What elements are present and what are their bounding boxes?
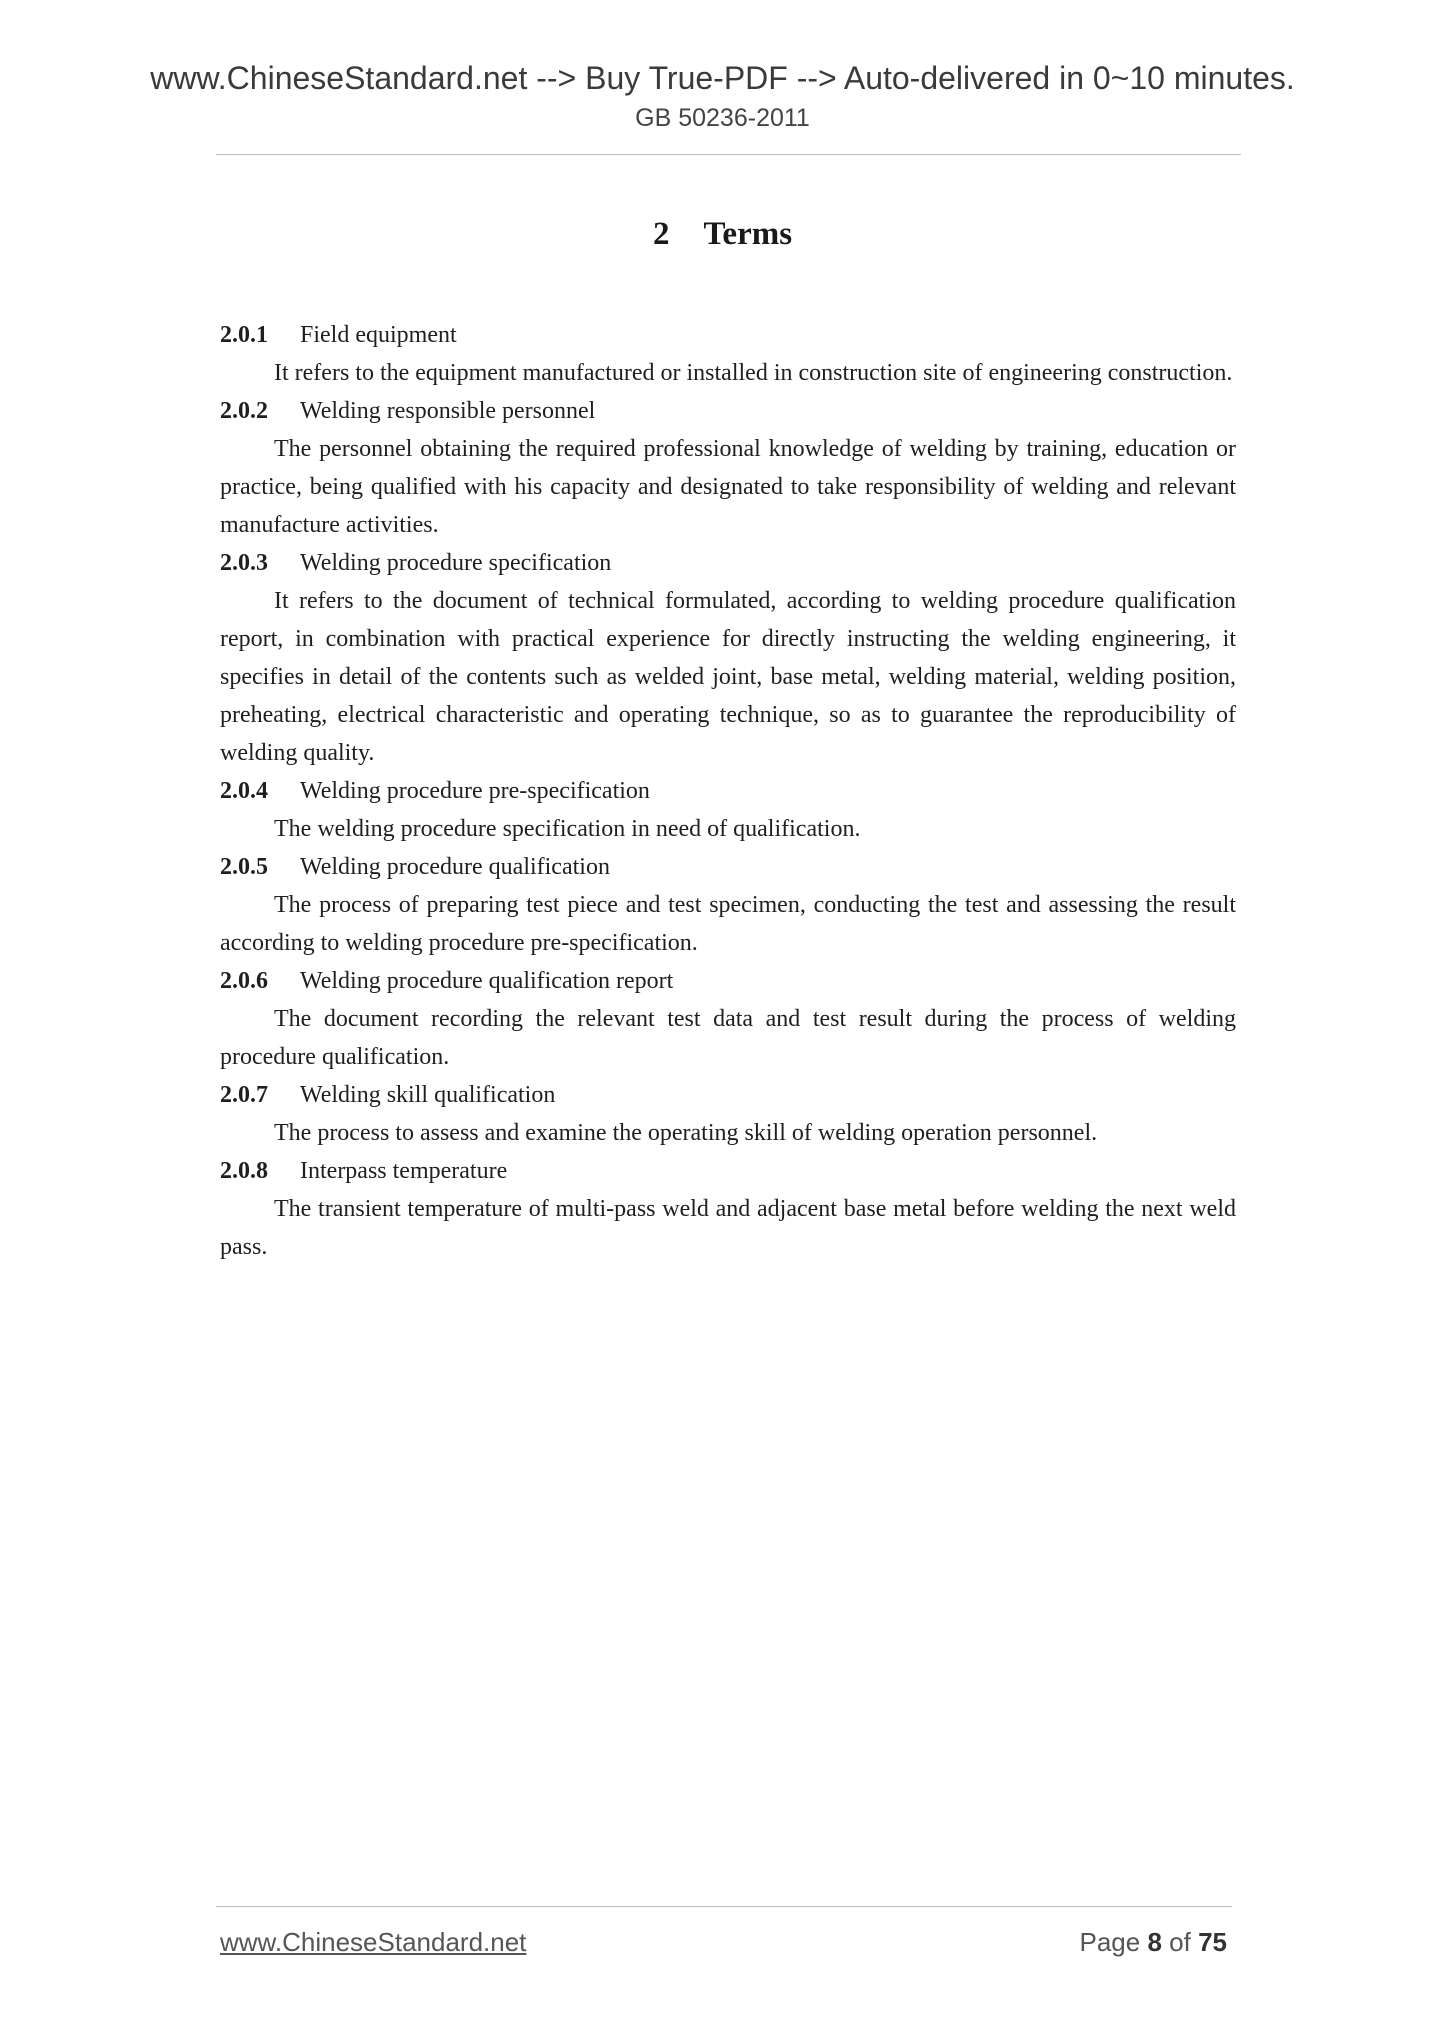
term-heading <box>220 1152 1236 1190</box>
header-banner[interactable]: www.ChineseStandard.net --> Buy True-PDF --> Auto-delivered in 0~10 minutes. <box>150 60 1295 96</box>
section-number: 2 <box>652 216 670 252</box>
term-definition: The process to assess and examine the operating skill of welding operation personnel. <box>274 1120 1098 1146</box>
term-definition: The transient temperature of multi-pass weld and adjacent base metal before welding the next weld pass. <box>220 1196 1236 1260</box>
term-name: Welding responsible personnel <box>300 398 596 424</box>
term-number: 2.0.4 <box>220 778 268 804</box>
term-entry <box>220 1076 1236 1152</box>
terms-list <box>220 316 1236 1266</box>
term-name: Welding procedure qualification report <box>300 968 674 994</box>
header-divider <box>216 154 1241 155</box>
term-number: 2.0.6 <box>220 968 268 994</box>
term-entry <box>220 962 1236 1076</box>
term-heading <box>220 316 1236 354</box>
term-name: Welding procedure specification <box>300 550 612 576</box>
term-definition: The document recording the relevant test data and test result during the process of welding procedure qualification. <box>220 1006 1236 1070</box>
page-indicator <box>1079 1926 1227 1958</box>
term-number: 2.0.3 <box>220 550 268 576</box>
footer-divider <box>216 1906 1232 1907</box>
page-prefix: Page <box>1079 1927 1141 1957</box>
page-total: 75 <box>1198 1927 1227 1957</box>
term-name: Field equipment <box>300 322 457 348</box>
term-heading <box>220 544 1236 582</box>
term-name: Interpass temperature <box>300 1158 508 1184</box>
term-heading <box>220 1076 1236 1114</box>
term-name: Welding skill qualification <box>300 1082 556 1108</box>
term-number: 2.0.5 <box>220 854 268 880</box>
term-heading <box>220 392 1236 430</box>
term-definition: It refers to the equipment manufactured or installed in construction site of engineering construction. <box>274 360 1233 386</box>
footer-site-link[interactable]: www.ChineseStandard.net <box>220 1927 527 1957</box>
term-entry <box>220 316 1236 392</box>
term-definition: It refers to the document of technical formulated, according to welding procedure qualification report, in combination with practical experience for directly instructing the welding engineering, it specifies in detail of the contents such as welded joint, base metal, welding material, welding position, preheating, electrical characteristic and operating technique, so as to guarantee the reproducibility of welding quality. <box>220 588 1236 766</box>
term-entry <box>220 392 1236 544</box>
term-number: 2.0.8 <box>220 1158 268 1184</box>
term-entry <box>220 772 1236 848</box>
term-definition: The welding procedure specification in need of qualification. <box>274 816 861 842</box>
term-heading <box>220 848 1236 886</box>
standard-code: GB 50236-2011 <box>635 104 810 132</box>
term-heading <box>220 772 1236 810</box>
term-name: Welding procedure pre-specification <box>300 778 650 804</box>
term-entry <box>220 544 1236 772</box>
term-definition: The personnel obtaining the required professional knowledge of welding by training, education or practice, being qualified with his capacity and designated to take responsibility of welding and relevant manufacture activities. <box>220 436 1236 538</box>
term-number: 2.0.1 <box>220 322 268 348</box>
term-entry <box>220 848 1236 962</box>
term-definition: The process of preparing test piece and test specimen, conducting the test and assessing the result according to welding procedure pre-specification. <box>220 892 1236 956</box>
term-number: 2.0.7 <box>220 1082 268 1108</box>
term-heading <box>220 962 1236 1000</box>
term-name: Welding procedure qualification <box>300 854 610 880</box>
page-of: of <box>1169 1927 1191 1957</box>
term-number: 2.0.2 <box>220 398 268 424</box>
section-title-text: Terms <box>703 216 793 252</box>
page-current: 8 <box>1147 1927 1162 1957</box>
section-title <box>0 214 1445 254</box>
term-entry <box>220 1152 1236 1266</box>
